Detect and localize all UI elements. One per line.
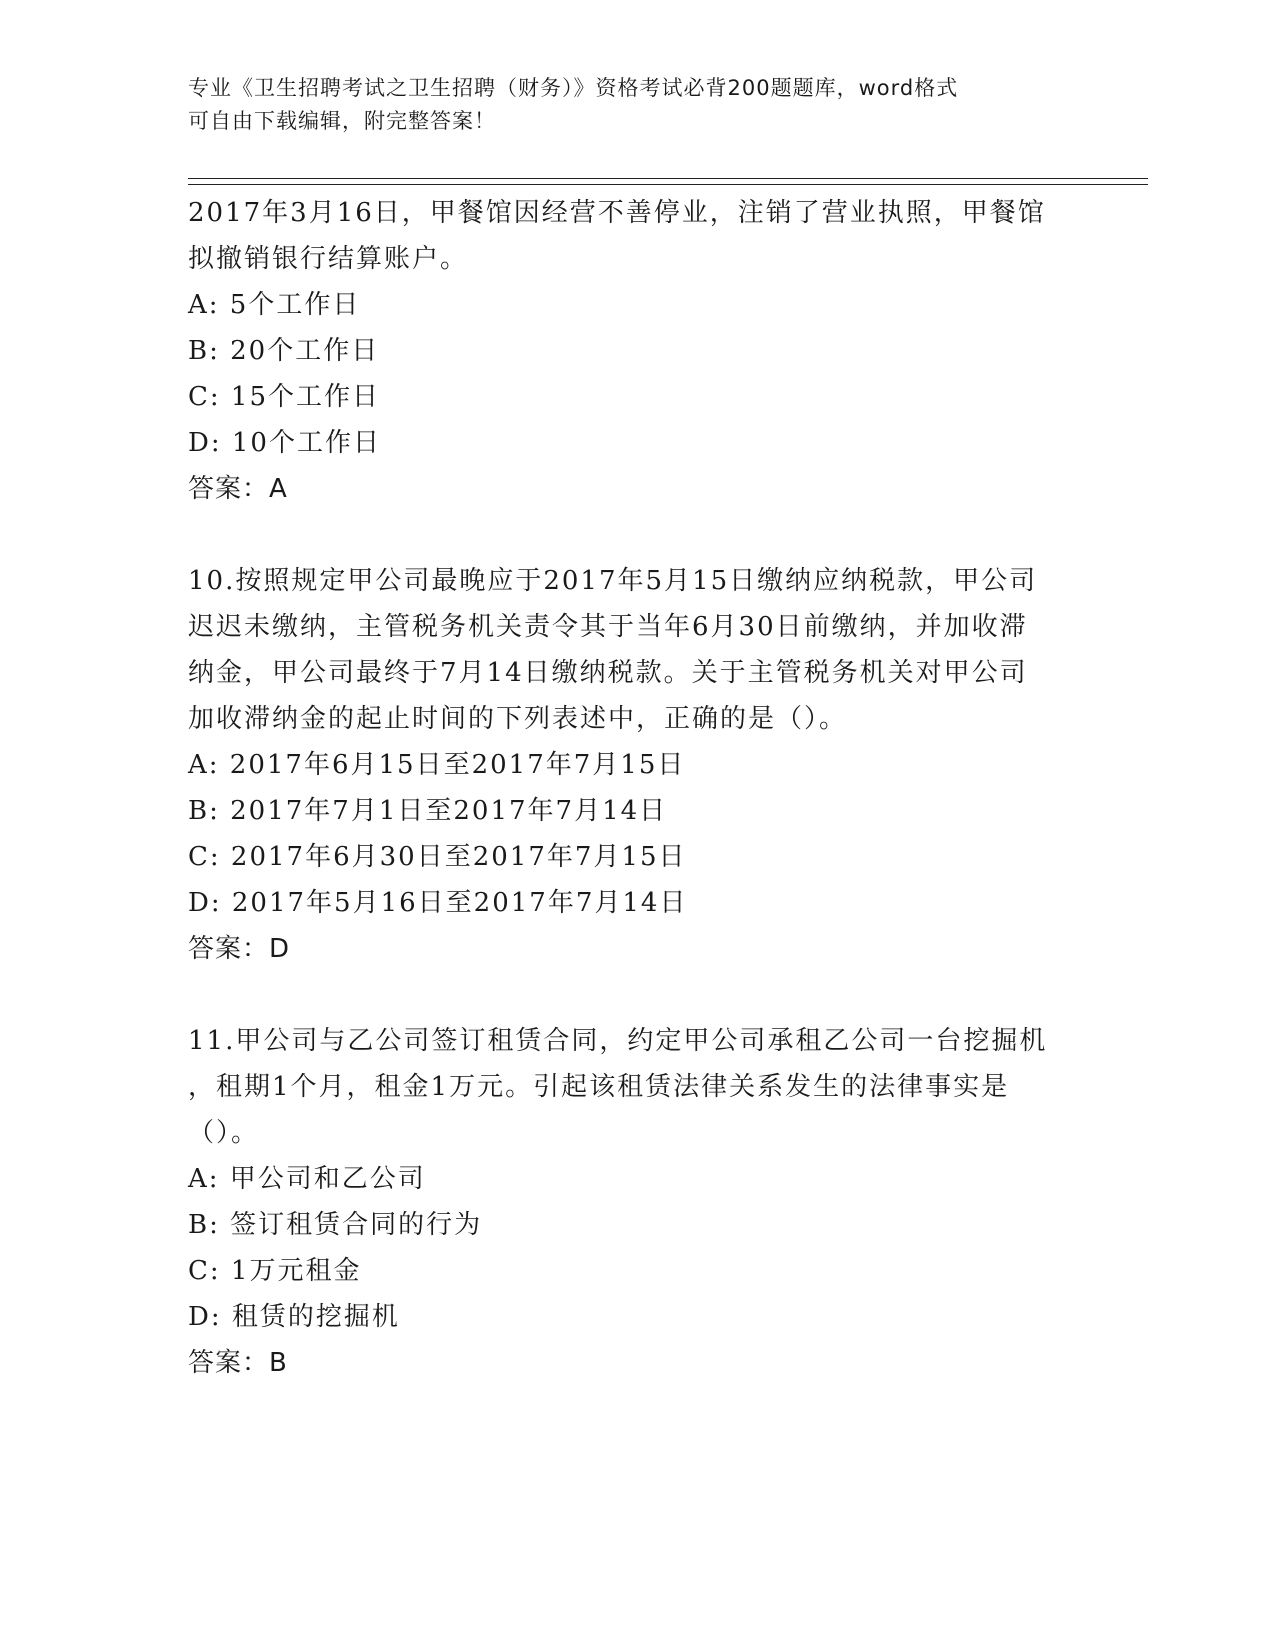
question-text-line: 拟撤销银行结算账户。: [188, 244, 469, 274]
option-b: B: 签订租赁合同的行为: [188, 1210, 483, 1240]
option-b: B: 20个工作日: [188, 336, 380, 366]
option-d: D: 10个工作日: [188, 428, 381, 458]
header-divider-top: [188, 178, 1148, 179]
question-text-line: 纳金，甲公司最终于7月14日缴纳税款。关于主管税务机关对甲公司: [188, 658, 1028, 688]
spacer: [188, 512, 1088, 558]
header-divider-bottom: [188, 184, 1148, 185]
header-line-1: 专业《卫生招聘考试之卫生招聘（财务）》资格考试必背200题题库，word格式: [188, 76, 959, 100]
document-header: [188, 72, 1088, 138]
answer: 答案：A: [188, 474, 288, 504]
option-b: B: 2017年7月1日至2017年7月14日: [188, 796, 668, 826]
option-c: C: 1万元租金: [188, 1256, 362, 1286]
option-a: A: 5个工作日: [188, 290, 361, 320]
question-text-line: 迟迟未缴纳，主管税务机关责令其于当年6月30日前缴纳，并加收滞: [188, 612, 1028, 642]
question-9: [188, 190, 1088, 512]
question-text-line: ，租期1个月，租金1万元。引起该租赁法律关系发生的法律事实是: [188, 1072, 1010, 1102]
option-c: C: 2017年6月30日至2017年7月15日: [188, 842, 687, 872]
option-d: D: 租赁的挖掘机: [188, 1302, 400, 1332]
question-10: [188, 558, 1088, 972]
question-text-line: 11.甲公司与乙公司签订租赁合同，约定甲公司承租乙公司一台挖掘机: [188, 1026, 1048, 1056]
option-a: A: 甲公司和乙公司: [188, 1164, 426, 1194]
question-text-line: （）。: [188, 1118, 260, 1148]
question-list: [188, 190, 1088, 1386]
question-text-line: 10.按照规定甲公司最晚应于2017年5月15日缴纳应纳税款，甲公司: [188, 566, 1038, 596]
spacer: [188, 972, 1088, 1018]
question-11: [188, 1018, 1088, 1386]
option-c: C: 15个工作日: [188, 382, 381, 412]
option-d: D: 2017年5月16日至2017年7月14日: [188, 888, 688, 918]
option-a: A: 2017年6月15日至2017年7月15日: [188, 750, 686, 780]
question-text-line: 加收滞纳金的起止时间的下列表述中，正确的是（）。: [188, 704, 848, 734]
answer: 答案：D: [188, 934, 291, 964]
answer: 答案：B: [188, 1348, 288, 1378]
question-text-line: 2017年3月16日，甲餐馆因经营不善停业，注销了营业执照，甲餐馆: [188, 198, 1046, 228]
header-line-2: 可自由下载编辑，附完整答案！: [188, 109, 496, 133]
